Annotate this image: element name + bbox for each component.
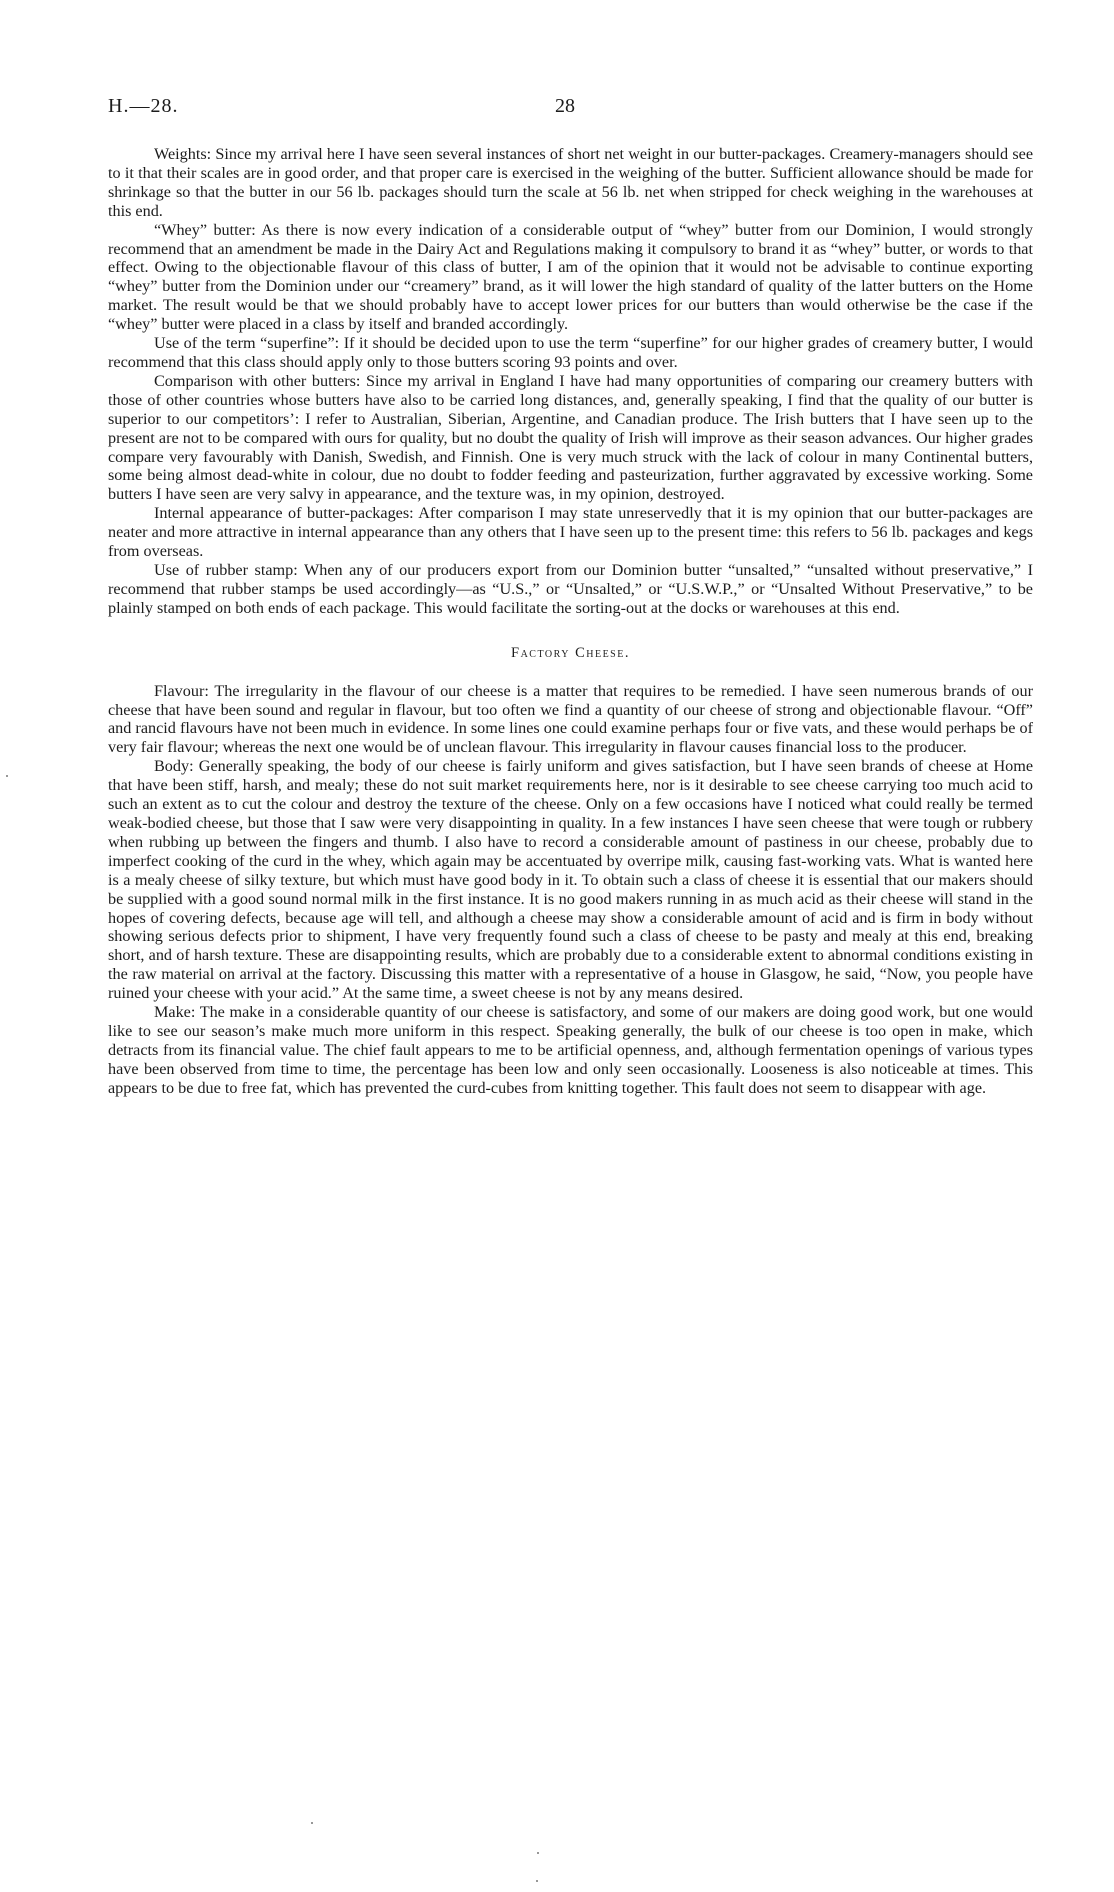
paragraph-lead: Body: [154,757,194,776]
paragraph-body [108,757,1033,1003]
scan-speck [6,775,8,777]
page-header [108,95,1033,125]
paragraph-internal-appearance [108,504,1033,561]
paragraph-flavour [108,682,1033,758]
scan-speck [536,1880,538,1882]
paragraph-rubber-stamp [108,561,1033,618]
paragraph-lead: Use of the term “superfine”: [154,334,340,353]
paragraph-lead: Use of rubber stamp: [154,560,298,579]
paragraph-text: If it should be decided upon to use the term “superfine” for our higher grades of creamery butter, I would recommend that this class should apply only to those butters scoring 93 points and over. [108,334,1034,371]
paragraph-text: The irregularity in the flavour of our cheese is a matter that requires to be remedied. I have seen numerous brands of our cheese that have been sound and regular in flavour, but too often we find a quantity of our cheese of strong and objectionable flavour. “Off” and rancid flavours have not been much in evidence. In some lines one could examine perhaps four or five vats, and these would perhaps be of very fair flavour; whereas the next one would be of unclean flavour. This irregularity in flavour causes financial loss to the producer. [108,681,1033,757]
paragraph-lead: Comparison with other butters: [154,371,361,390]
document-reference: H.—28. [108,95,179,117]
paragraph-lead: Internal appearance of butter-packages: [154,504,414,523]
paragraph-text: When any of our producers export from our Dominion butter “unsalted,” “unsalted without preservative,” I recommend that rubber stamps be used accordingly—as “U.S.,” or “Unsalted,” or “U.S.W.P.,” or “Unsalted Without Preservative,” to be plainly stamped on both ends of each package. This would facilitate the sorting-out at the docks or warehouses at this end. [108,560,1033,617]
section-title-factory-cheese: Factory Cheese. [511,644,630,661]
paragraph-weights [108,145,1033,221]
paragraph-text: Since my arrival in England I have had many opportunities of comparing our creamery butters with those of other countries whose butters have also to be carried long distances, and, generally speaking, I find that the quality of our butter is superior to our competitors’: I refer to Australian, Siberian, Argentine, and Canadian produce. The Irish butters that I have seen up to the present are not to be compared with ours for quality, but no doubt the quality of Irish will improve as their season advances. Our higher grades compare very favourably with Danish, Swedish, and Finnish. One is very much struck with the lack of colour in many Continental butters, some being almost dead-white in colour, due no doubt to fodder feeding and pasteurization, further aggravated by excessive working. Some butters I have seen are very salvy in appearance, and the texture was, in my opinion, destroyed. [108,371,1034,504]
scan-speck [311,1822,313,1824]
paragraph-text: Since my arrival here I have seen several instances of short net weight in our butter-packages. Creamery-managers should see to it that their scales are in good order, and that proper care is exercised in the weighing of the butter. Sufficient allowance should be made for shrinkage so that the butter in our 56 lb. packages should turn the scale at 56 lb. net when stripped for check weighing in the warehouses at this end. [108,145,1034,220]
paragraph-text: Generally speaking, the body of our cheese is fairly uniform and gives satisfaction, but I have seen brands of cheese at Home that have been stiff, harsh, and mealy; these do not suit market requirements here, nor is it desirable to see cheese carrying too much acid to such an extent as to cut the colour and destroy the texture of the cheese. Only on a few occasions have I noticed what could really be termed weak-bodied cheese, but those that I saw were very disappointing in quality. In a few instances I have seen cheese that were tough or rubbery when rubbing up between the fingers and thumb. I also have to record a considerable amount of pastiness in our cheese, probably due to imperfect cooking of the curd in the whey, which again may be accentuated by overripe milk, causing fast-working vats. What is wanted here is a mealy cheese of silky texture, but which must have good body in it. To obtain such a class of cheese it is essential that our makers should be supplied with a good sound normal milk in the first instance. It is no good makers running in as much acid as their cheese will stand in the hopes of covering defects, because age will tell, and although a cheese may show a considerable amount of acid and is firm in body without showing serious defects prior to shipment, I have very frequently found such a class of cheese to be pasty and mealy at this end, breaking short, and of harsh texture. These are disappointing results, which are probably due to a considerable extent to abnormal conditions existing in the raw material on arrival at the factory. Discussing this matter with a representative of a house in Glasgow, he said, “Now, you people have ruined your cheese with your acid.” At the same time, a sweet cheese is not by any means desired. [108,757,1033,1003]
paragraph-lead: Weights: [154,145,212,163]
paragraph-make [108,1003,1033,1098]
paragraph-lead: Flavour: [154,681,209,700]
paragraph-lead: Make: [154,1003,196,1022]
page-number: 28 [555,95,575,117]
scan-speck [537,1852,539,1854]
paragraph-comparison [108,372,1033,504]
paragraph-text: The make in a considerable quantity of our cheese is satisfactory, and some of our makers are doing good work, but one would like to see our season’s make much more uniform in this respect. Speaking generally, the bulk of our cheese is too open in make, which detracts from its financial value. The chief fault appears to me to be artificial openness, and, although fermentation openings of various types have been observed from time to time, the percentage has been low and only seen occasionally. Looseness is also noticeable at times. This appears to be due to free fat, which has prevented the curd-cubes from knitting together. This fault does not seem to disappear with age. [108,1003,1033,1097]
paragraph-lead: “Whey” butter: [154,220,256,239]
paragraph-text: As there is now every indication of a considerable output of “whey” butter from our Dominion, I would strongly recommend that an amendment be made in the Dairy Act and Regulations making it compulsory to brand it as “whey” butter, or words to that effect. Owing to the objectionable flavour of this class of butter, I am of the opinion that it would not be advisable to continue exporting “whey” butter from the Dominion under our “creamery” brand, as it will lower the high standard of quality of the latter butters on the Home market. The result would be that we should probably have to accept lower prices for our butters than would otherwise be the case if the “whey” butter were placed in a class by itself and branded accordingly. [108,220,1033,334]
paragraph-whey-butter [108,221,1033,334]
paragraph-text: After comparison I may state unreservedly that it is my opinion that our butter-packages are neater and more attractive in internal appearance than any others that I have seen up to the present time: this refers to 56 lb. packages and kegs from overseas. [108,504,1033,561]
paragraph-superfine [108,334,1033,372]
body-text [108,145,1033,1098]
